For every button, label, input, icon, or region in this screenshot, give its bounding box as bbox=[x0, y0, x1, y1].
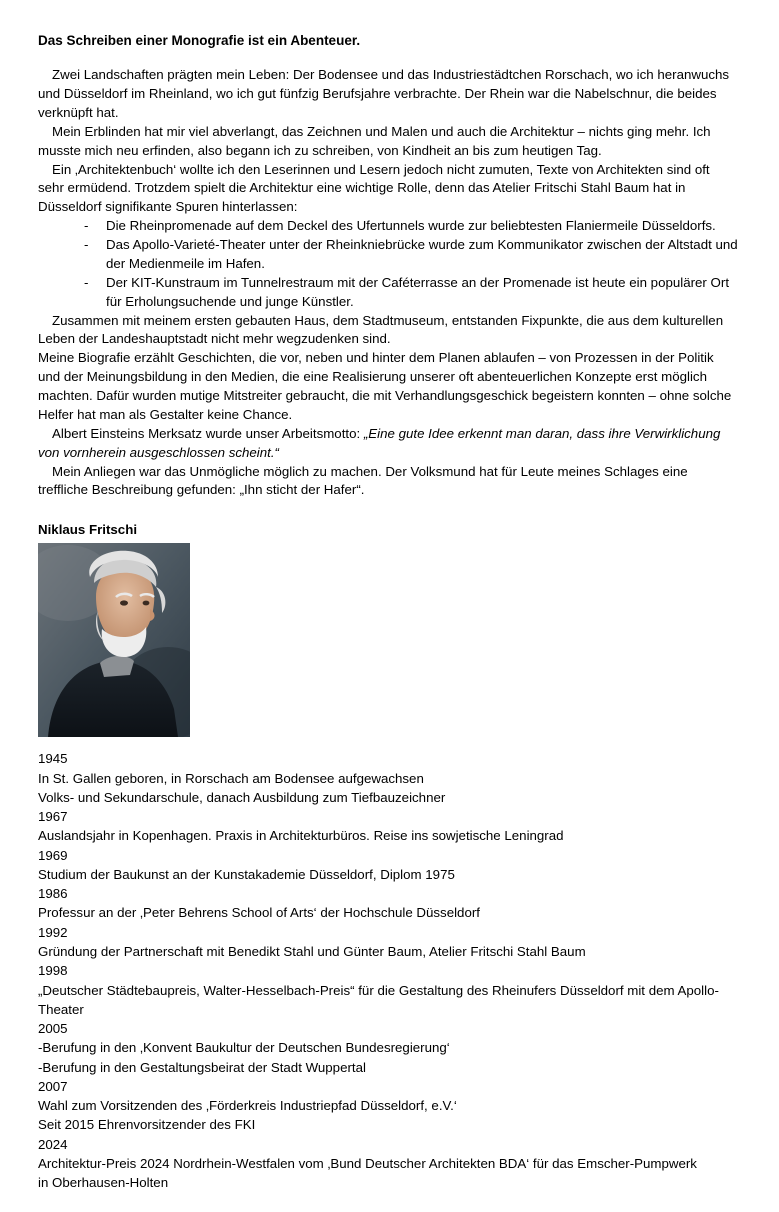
page-title: Das Schreiben einer Monografie ist ein Abenteuer. bbox=[38, 33, 361, 48]
list-item-label: Das Apollo-Varieté-Theater unter der Rheinkniebrücke wurde zum Kommunikator zwischen der Altstadt und der Medienmeile im Hafen. bbox=[106, 237, 738, 271]
cv-entry: Auslandsjahr in Kopenhagen. Praxis in Architekturbüros. Reise ins sowjetische Leningrad bbox=[38, 828, 564, 844]
cv-entry: Gründung der Partnerschaft mit Benedikt Stahl und Günter Baum, Atelier Fritschi Stahl Baum bbox=[38, 944, 586, 959]
cv-entry: Volks- und Sekundarschule, danach Ausbildung zum Tiefbauzeichner bbox=[38, 789, 446, 805]
paragraph-4: Zusammen mit meinem ersten gebauten Haus, dem Stadtmuseum, entstanden Fixpunkte, die aus dem kulturellen Leben der Landeshauptstadt nicht mehr wegzudenken sind. bbox=[38, 312, 724, 347]
dash-bullet-icon: - bbox=[84, 218, 89, 234]
author-name: Niklaus Fritschi bbox=[38, 522, 138, 538]
cv-entry: Seit 2015 Ehrenvorsitzender des FKI bbox=[38, 1117, 256, 1133]
einstein-quote: „Eine gute Idee erkennt man daran, dass ihre Verwirklichung von vornherein ausgeschlossen scheint.“ bbox=[38, 425, 721, 460]
cv-year: 1967 bbox=[38, 809, 68, 825]
paragraph-2: Mein Erblinden hat mir viel abverlangt, das Zeichnen und Malen und auch die Architektur – nichts ging mehr. Ich musste mich neu erfinden, also begann ich zu schreiben, von Kindheit an bis zum heutigen Tag. bbox=[38, 123, 711, 158]
cv-entry: In St. Gallen geboren, in Rorschach am Bodensee aufgewachsen bbox=[38, 770, 424, 786]
cv-year: 2005 bbox=[38, 1021, 68, 1037]
cv-year: 1969 bbox=[38, 847, 68, 863]
list-item bbox=[38, 274, 739, 312]
cv-year: 2024 bbox=[38, 1136, 68, 1152]
cv-year: 1998 bbox=[38, 963, 68, 979]
cv-year: 1986 bbox=[38, 886, 68, 902]
author-photo bbox=[38, 543, 190, 737]
paragraph-3: Ein ‚Architektenbuch‘ wollte ich den Leserinnen und Lesern jedoch nicht zumuten, Texte von Architekten sind oft sehr ermüdend. Trotzdem spielt die Architektur eine wichtige Rolle, denn das Atelier Fritschi Stahl Baum hat in Düsseldorf signifikante Spuren hinterlassen: bbox=[38, 161, 710, 215]
portrait-image bbox=[38, 543, 190, 737]
paragraph-5: Meine Biografie erzählt Geschichten, die vor, neben und hinter dem Planen ablaufen – von Prozessen in der Politik und der Meinungsbildung in den Medien, die eine Realisierung unserer oft abenteuerlichen Konzepte erst möglich machten. Dafür wurden mutige Mitstreiter gebraucht, die mit Verhandlungsgeschick begeistern konnten – ohne solche Helfer hat man als Gestalter keine Chance. bbox=[38, 350, 732, 422]
cv-list bbox=[38, 749, 739, 1192]
cv-entry: -Berufung in den ‚Konvent Baukultur der Deutschen Bundesregierung‘ bbox=[38, 1040, 450, 1056]
list-item bbox=[38, 217, 739, 236]
cv-entry: Professur an der ‚Peter Behrens School of Arts‘ der Hochschule Düsseldorf bbox=[38, 905, 480, 921]
cv-year: 1945 bbox=[38, 751, 68, 767]
cv-year: 1992 bbox=[38, 924, 68, 940]
cv-entry: in Oberhausen-Holten bbox=[38, 1175, 169, 1191]
paragraph-closing: Mein Anliegen war das Unmögliche möglich zu machen. Der Volksmund hat für Leute meines Schlages eine treffliche Beschreibung gefunden: „Ihn sticht der Hafer“. bbox=[38, 463, 688, 498]
cv-entry: Architektur-Preis 2024 Nordrhein-Westfalen vom ‚Bund Deutscher Architekten BDA‘ für das Emscher-Pumpwerk bbox=[38, 1155, 697, 1171]
cv-year: 2007 bbox=[38, 1078, 68, 1094]
dash-bullet-icon: - bbox=[84, 274, 89, 290]
dash-bullet-icon: - bbox=[84, 237, 89, 253]
cv-entry: „Deutscher Städtebaupreis, Walter-Hesselbach-Preis“ für die Gestaltung des Rheinufers Düsseldorf mit dem Apollo-Theater bbox=[38, 982, 719, 1017]
list-item-label: Die Rheinpromenade auf dem Deckel des Ufertunnels wurde zur beliebtesten Flaniermeile Düsseldorfs. bbox=[106, 218, 716, 234]
paragraph-1: Zwei Landschaften prägten mein Leben: Der Bodensee und das Industriestädtchen Rorschach, wo ich heranwuchs und Düsseldorf im Rheinland, wo ich gut fünfzig Berufsjahre verbrachte. Der Rhein war die Nabelschnur, die beides verknüpft hat. bbox=[38, 67, 730, 120]
list-item bbox=[38, 236, 739, 274]
bullet-list bbox=[38, 217, 739, 311]
einstein-lead: Albert Einsteins Merksatz wurde unser Arbeitsmotto: bbox=[52, 425, 364, 441]
cv-entry: Wahl zum Vorsitzenden des ‚Förderkreis Industriepfad Düsseldorf, e.V.‘ bbox=[38, 1098, 457, 1114]
paragraph-einstein bbox=[38, 425, 739, 463]
cv-entry: Studium der Baukunst an der Kunstakademie Düsseldorf, Diplom 1975 bbox=[38, 866, 455, 882]
list-item-label: Der KIT-Kunstraum im Tunnelrestraum mit der Caféterrasse an der Promenade ist heute ein populärer Ort für Erholungsuchende und junge Künstler. bbox=[106, 274, 730, 309]
cv-entry: -Berufung in den Gestaltungsbeirat der Stadt Wuppertal bbox=[38, 1059, 366, 1075]
